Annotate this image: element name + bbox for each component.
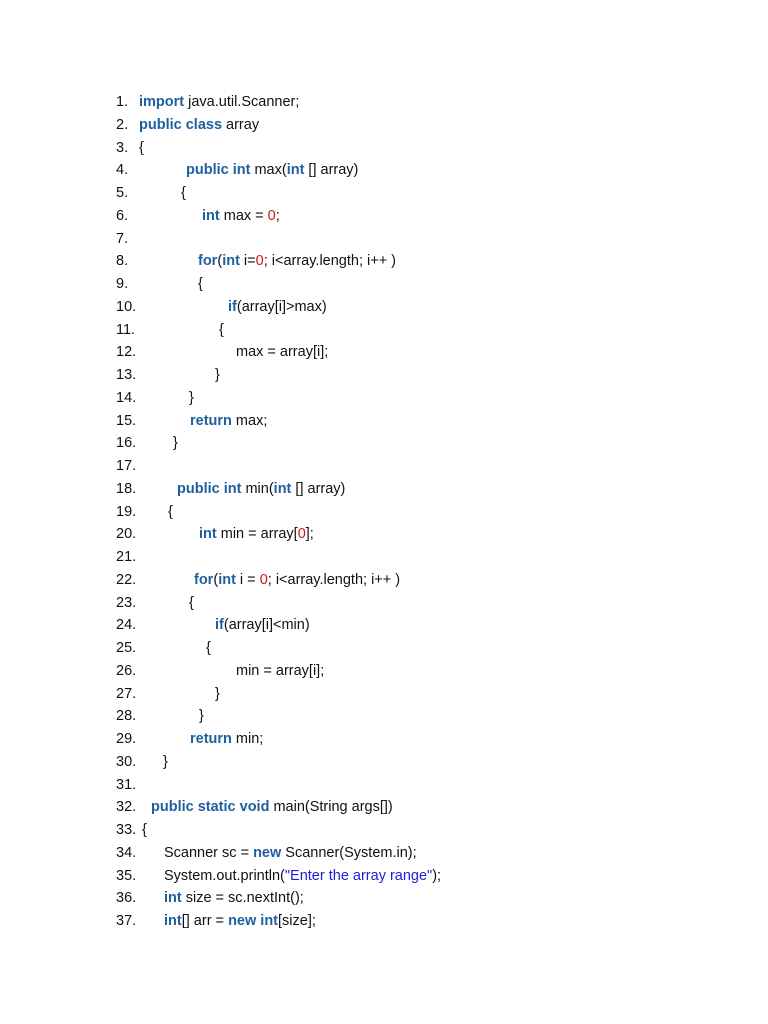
line-number: 3.	[116, 139, 129, 156]
code-token: {	[181, 185, 186, 201]
code-line	[0, 705, 768, 728]
code-token: Scanner sc =	[164, 844, 254, 861]
code-token: (array[i]>max)	[236, 298, 327, 315]
keyword-token: return	[190, 731, 232, 747]
code-line	[0, 478, 768, 501]
code-token: array	[222, 116, 260, 133]
code-token: }	[163, 753, 168, 770]
keyword-token: int	[164, 913, 182, 929]
code-text	[199, 705, 204, 728]
keyword-token: if	[215, 617, 224, 634]
code-text	[139, 114, 259, 137]
code-line	[0, 865, 768, 888]
keyword-token: for	[194, 571, 214, 588]
code-text	[189, 387, 194, 410]
keyword-token: for	[198, 253, 218, 270]
code-token: main(String args[])	[269, 799, 393, 816]
line-number: 26.	[116, 662, 137, 679]
code-text	[151, 796, 393, 819]
code-text	[199, 523, 314, 546]
code-token: }	[189, 389, 194, 406]
line-number: 21.	[116, 549, 137, 565]
line-number: 15.	[116, 412, 137, 429]
keyword-token: new int	[228, 913, 279, 929]
code-text	[236, 660, 324, 683]
code-text	[190, 410, 267, 433]
code-text	[164, 865, 441, 888]
code-line	[0, 364, 768, 387]
code-token: max;	[231, 412, 268, 429]
code-line	[0, 728, 768, 751]
line-number: 7.	[116, 230, 129, 247]
keyword-token: public static void	[151, 799, 270, 816]
code-text	[139, 137, 144, 160]
code-token: [size];	[278, 913, 316, 929]
keyword-token: int	[222, 253, 240, 270]
code-text	[164, 887, 304, 910]
code-line	[0, 205, 768, 228]
code-text	[206, 637, 211, 660]
line-number: 23.	[116, 594, 137, 611]
code-line	[0, 796, 768, 819]
line-number: 19.	[116, 503, 137, 520]
code-token: i=	[239, 253, 256, 270]
code-line	[0, 387, 768, 410]
code-token: ;	[275, 207, 280, 224]
code-token: ; i<array.length; i++ )	[267, 571, 401, 588]
line-number: 34.	[116, 844, 137, 861]
line-number: 16.	[116, 435, 137, 452]
code-line	[0, 592, 768, 615]
code-token: );	[432, 867, 442, 884]
line-number: 8.	[116, 253, 129, 270]
keyword-token: if	[228, 298, 237, 315]
line-number: 18.	[116, 480, 137, 497]
code-text	[198, 250, 396, 273]
code-line	[0, 319, 768, 342]
number-literal: 0	[297, 526, 306, 543]
code-line	[0, 842, 768, 865]
code-token: min(	[241, 480, 274, 497]
line-number: 36.	[116, 890, 137, 907]
line-number: 9.	[116, 276, 129, 292]
code-text	[190, 728, 263, 751]
code-text	[186, 159, 358, 182]
code-token: min;	[231, 731, 264, 747]
line-number: 37.	[116, 913, 137, 929]
code-token: System.out.println(	[164, 867, 285, 884]
code-token: ; i<array.length; i++ )	[263, 253, 397, 270]
keyword-token: new	[253, 844, 282, 861]
code-text	[163, 751, 168, 774]
code-line	[0, 410, 768, 433]
keyword-token: return	[190, 412, 232, 429]
line-number: 14.	[116, 389, 137, 406]
line-number: 20.	[116, 526, 137, 543]
code-line	[0, 660, 768, 683]
code-token: {	[206, 640, 211, 656]
code-token: size = sc.nextInt();	[181, 890, 304, 907]
code-text	[219, 319, 224, 342]
code-text	[173, 432, 178, 455]
keyword-token: int	[286, 162, 305, 179]
line-number: 6.	[116, 207, 129, 224]
line-number: 5.	[116, 185, 129, 201]
string-literal: "Enter the array range"	[284, 867, 433, 884]
code-text	[202, 205, 280, 228]
keyword-token: int	[164, 890, 182, 907]
code-text	[164, 842, 417, 865]
line-number: 33.	[116, 822, 137, 838]
code-line	[0, 159, 768, 182]
line-number: 17.	[116, 458, 137, 474]
keyword-token: public int	[177, 480, 242, 497]
line-number: 24.	[116, 617, 137, 634]
line-number: 32.	[116, 799, 137, 816]
code-line	[0, 341, 768, 364]
keyword-token: int	[218, 571, 236, 588]
code-token: {	[219, 321, 224, 338]
code-line	[0, 501, 768, 524]
code-text	[215, 683, 220, 706]
code-line	[0, 296, 768, 319]
code-line	[0, 137, 768, 160]
keyword-token: int	[202, 207, 220, 224]
keyword-token: int	[199, 526, 217, 543]
line-number: 13.	[116, 367, 137, 383]
code-token: [] array)	[291, 480, 346, 497]
code-token: i =	[235, 571, 260, 588]
code-token: max = array[i];	[236, 344, 329, 361]
code-token: {	[198, 276, 203, 292]
code-line	[0, 637, 768, 660]
code-text	[228, 296, 327, 319]
line-number: 31.	[116, 776, 137, 793]
code-line	[0, 569, 768, 592]
line-number: 12.	[116, 344, 137, 361]
line-number: 2.	[116, 116, 129, 133]
line-number: 11.	[116, 321, 136, 338]
line-number: 1.	[116, 94, 129, 110]
code-token: }	[215, 367, 220, 383]
code-line	[0, 910, 768, 933]
code-listing	[0, 91, 768, 933]
code-text	[168, 501, 173, 524]
code-token: max(	[250, 162, 287, 179]
code-token: (	[217, 253, 223, 270]
code-token: Scanner(System.in);	[281, 844, 417, 861]
line-number: 27.	[116, 685, 137, 702]
code-text	[215, 364, 220, 387]
code-line	[0, 819, 768, 842]
code-token: ];	[305, 526, 314, 543]
keyword-token: import	[139, 94, 185, 110]
code-line	[0, 751, 768, 774]
code-line	[0, 887, 768, 910]
code-token: (	[213, 571, 219, 588]
code-token: [] array)	[304, 162, 359, 179]
code-line	[0, 683, 768, 706]
code-token: [] arr =	[181, 913, 229, 929]
line-number: 10.	[116, 298, 137, 315]
keyword-token: int	[273, 480, 292, 497]
code-token: java.util.Scanner;	[184, 94, 300, 110]
code-line	[0, 432, 768, 455]
code-text	[164, 910, 316, 933]
line-number: 29.	[116, 731, 137, 747]
code-text	[194, 569, 400, 592]
code-line	[0, 614, 768, 637]
keyword-token: public class	[139, 116, 223, 133]
code-text	[139, 91, 299, 114]
code-text	[142, 819, 147, 842]
code-line	[0, 182, 768, 205]
code-line	[0, 228, 768, 251]
code-text	[189, 592, 194, 615]
code-line	[0, 774, 768, 797]
code-line	[0, 523, 768, 546]
code-token: {	[139, 139, 144, 156]
code-line	[0, 273, 768, 296]
code-line	[0, 250, 768, 273]
code-line	[0, 114, 768, 137]
keyword-token: public int	[186, 162, 251, 179]
code-token: }	[199, 708, 204, 725]
code-text	[215, 614, 310, 637]
number-literal: 0	[267, 207, 276, 224]
code-line	[0, 455, 768, 478]
code-line	[0, 546, 768, 569]
code-token: }	[215, 685, 220, 702]
code-text	[198, 273, 203, 296]
code-token: max =	[219, 207, 268, 224]
code-token: (array[i]<min)	[223, 617, 310, 634]
line-number: 30.	[116, 753, 137, 770]
code-token: {	[189, 594, 194, 611]
number-literal: 0	[255, 253, 264, 270]
code-token: }	[173, 435, 178, 452]
line-number: 28.	[116, 708, 137, 725]
line-number: 4.	[116, 162, 129, 179]
line-number: 22.	[116, 571, 137, 588]
code-text	[236, 341, 328, 364]
code-token: {	[168, 503, 173, 520]
line-number: 35.	[116, 867, 137, 884]
code-token: min = array[	[216, 526, 298, 543]
code-text	[181, 182, 186, 205]
code-text	[177, 478, 345, 501]
number-literal: 0	[259, 571, 268, 588]
code-line	[0, 91, 768, 114]
line-number: 25.	[116, 640, 137, 656]
code-token: min = array[i];	[236, 662, 325, 679]
code-token: {	[142, 822, 147, 838]
